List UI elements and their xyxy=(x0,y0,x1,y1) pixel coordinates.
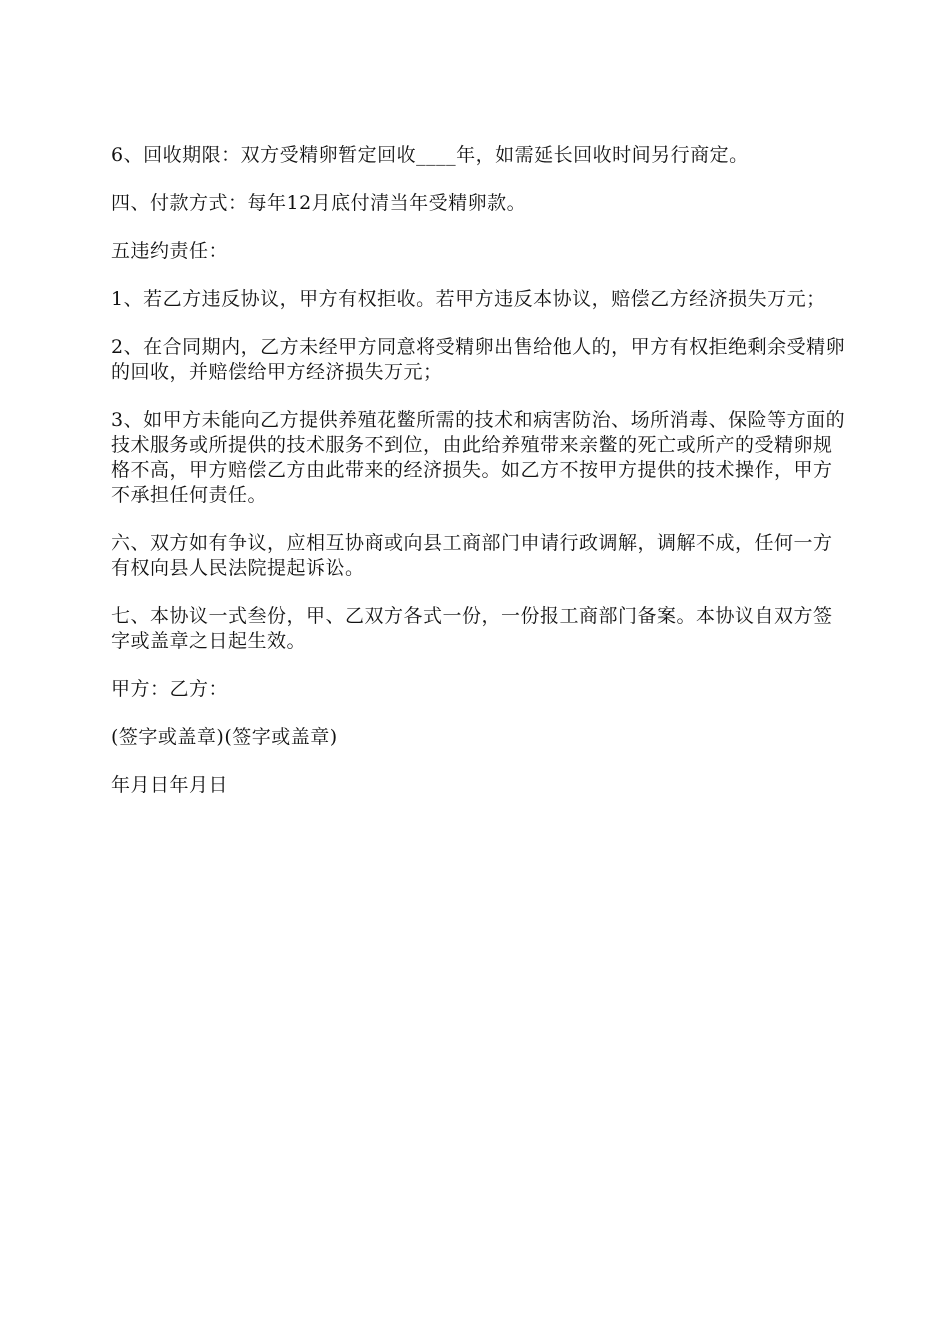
clause-recovery-period: 6、回收期限：双方受精卵暂定回收____年，如需延长回收时间另行商定。 xyxy=(111,144,749,166)
section-breach-liability-heading: 五违约责任： xyxy=(111,240,229,262)
signature-line: (签字或盖章)(签字或盖章) xyxy=(111,726,338,748)
clause-breach-3: 3、如甲方未能向乙方提供养殖花鳖所需的技术和病害防治、场所消毒、保险等方面的技术服务或所提供的技术服务不到位，由此给养殖带来亲鳖的死亡或所产的受精卵规格不高，甲方赔偿乙方由此带来的经济损失。如乙方不按甲方提供的技术操作，甲方不承担任何责任。 xyxy=(111,409,846,506)
section-copies-effectiveness: 七、本协议一式叁份，甲、乙双方各式一份，一份报工商部门备案。本协议自双方签字或盖章之日起生效。 xyxy=(111,605,833,652)
date-line: 年月日年月日 xyxy=(111,774,229,796)
parties-line: 甲方：乙方： xyxy=(111,678,229,700)
document-body xyxy=(111,143,851,821)
clause-breach-1: 1、若乙方违反协议，甲方有权拒收。若甲方违反本协议，赔偿乙方经济损失万元； xyxy=(111,288,826,310)
section-payment-method: 四、付款方式：每年12月底付清当年受精卵款。 xyxy=(111,192,527,214)
section-dispute-resolution: 六、双方如有争议，应相互协商或向县工商部门申请行政调解，调解不成，任何一方有权向县人民法院提起诉讼。 xyxy=(111,532,833,579)
clause-breach-2: 2、在合同期内，乙方未经甲方同意将受精卵出售给他人的，甲方有权拒绝剩余受精卵的回收，并赔偿给甲方经济损失万元； xyxy=(111,336,846,383)
